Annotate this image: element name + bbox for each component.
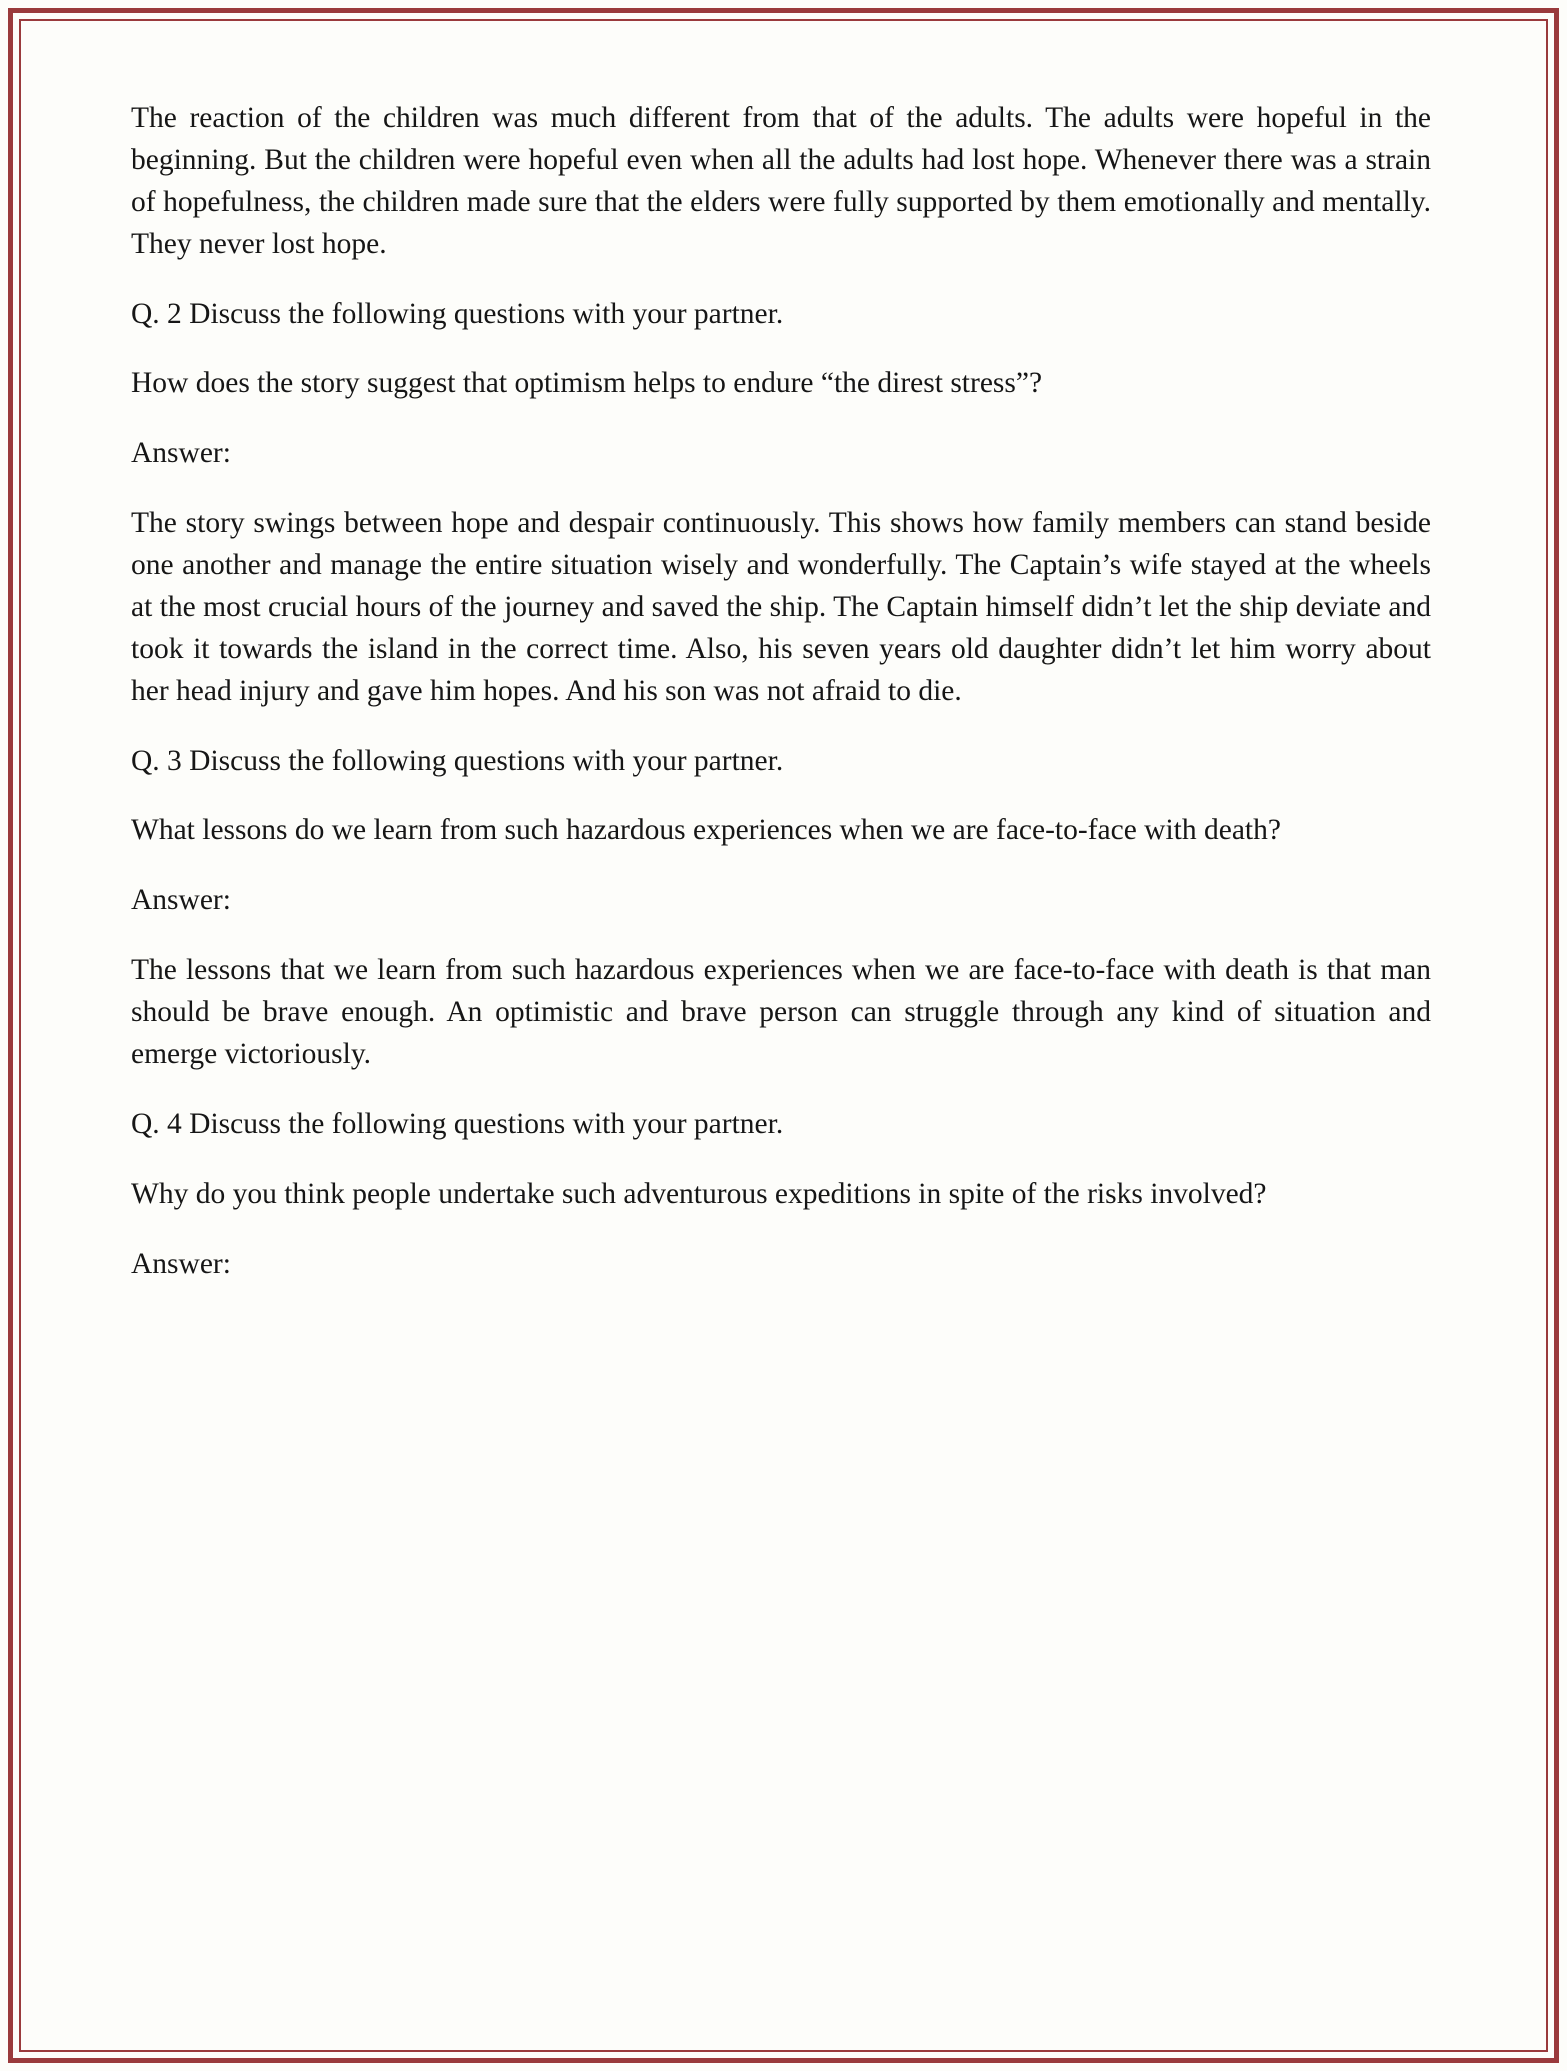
answer-label: Answer: bbox=[131, 884, 231, 917]
question-text: How does the story suggest that optimism helps to endure “the direst stress”? bbox=[131, 367, 1043, 400]
question-heading: Q. 3 Discuss the following questions with your partner. bbox=[131, 744, 784, 777]
answer-paragraph: The lessons that we learn from such hazardous experiences when we are face-to-face with death is that man should be brave enough. An optimistic and brave person can struggle through any kind of situation and emerge victoriously. bbox=[131, 954, 1431, 1070]
question-heading: Q. 2 Discuss the following questions with your partner. bbox=[131, 297, 784, 330]
answer-label: Answer: bbox=[131, 437, 231, 470]
answer-paragraph: The story swings between hope and despair continuously. This shows how family members can stand beside one another and manage the entire situation wisely and wonderfully. The Captain’s wife stayed at the wheels at the most crucial hours of the journey and saved the ship. The Captain himself didn’t let the ship deviate and took it towards the island in the correct time. Also, his seven years old daughter didn’t let him worry about her head injury and gave him hopes. And his son was not afraid to die. bbox=[131, 507, 1431, 707]
question-text: Why do you think people undertake such adventurous expeditions in spite of the risks involved? bbox=[131, 1177, 1267, 1210]
body-paragraph: The reaction of the children was much different from that of the adults. The adults were hopeful in the beginning. But the children were hopeful even when all the adults had lost hope. Whenever there was a strain of hopefulness, the children made sure that the elders were fully supported by them emotionally and mentally. They never lost hope. bbox=[131, 102, 1431, 260]
page-content bbox=[131, 98, 1431, 1313]
question-heading: Q. 4 Discuss the following questions with your partner. bbox=[131, 1107, 784, 1140]
answer-label: Answer: bbox=[131, 1247, 231, 1280]
question-text: What lessons do we learn from such hazardous experiences when we are face-to-face with death? bbox=[131, 814, 1281, 847]
